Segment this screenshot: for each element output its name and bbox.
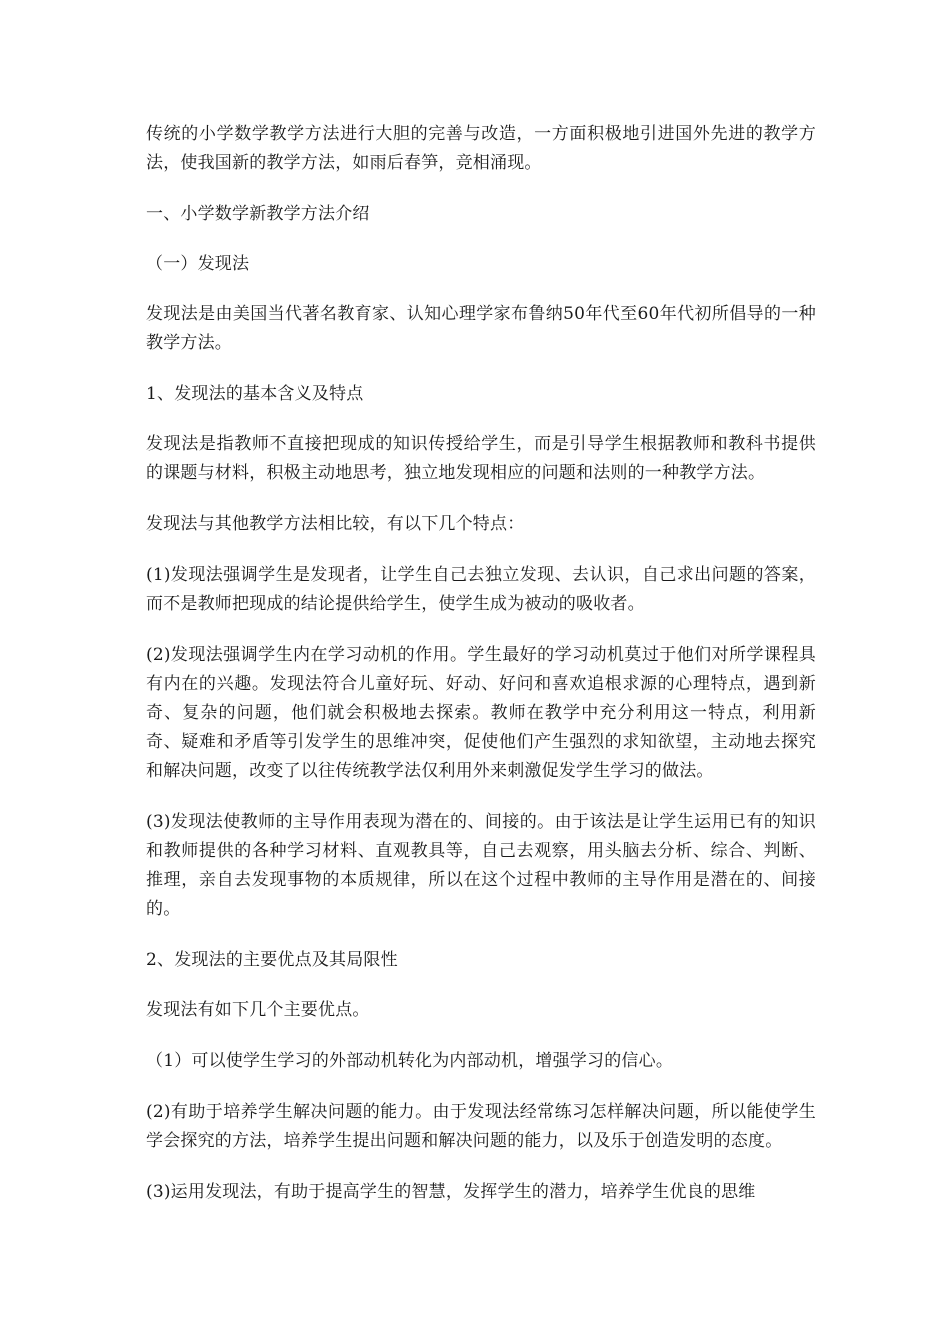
paragraph: 发现法是指教师不直接把现成的知识传授给学生，而是引导学生根据教师和教科书提供的课题与材料，积极主动地思考，独立地发现相应的问题和法则的一种教学方法。 — [146, 434, 816, 483]
point-heading: 2、发现法的主要优点及其局限性 — [146, 950, 398, 970]
paragraph: 发现法与其他教学方法相比较，有以下几个特点： — [146, 514, 525, 534]
paragraph: 发现法是由美国当代著名教育家、认知心理学家布鲁纳50年代至60年代初所倡导的一种教学方法。 — [146, 304, 816, 353]
list-item: (1)发现法强调学生是发现者，让学生自己去独立发现、去认识，自己求出问题的答案，而不是教师把现成的结论提供给学生，使学生成为被动的吸收者。 — [146, 565, 816, 614]
paragraph-intro: 传统的小学数学教学方法进行大胆的完善与改造，一方面积极地引进国外先进的教学方法，使我国新的教学方法，如雨后春笋，竞相涌现。 — [146, 124, 816, 173]
list-item: （1）可以使学生学习的外部动机转化为内部动机，增强学习的信心。 — [146, 1051, 674, 1071]
list-item: (2)发现法强调学生内在学习动机的作用。学生最好的学习动机莫过于他们对所学课程具有内在的兴趣。发现法符合儿童好玩、好动、好问和喜欢追根求源的心理特点，遇到新奇、复杂的问题，他们就会积极地去探索。教师在教学中充分利用这一特点，利用新奇、疑难和矛盾等引发学生的思维冲突，促使他们产生强烈的求知欲望，主动地去探究和解决问题，改变了以往传统教学法仅利用外来刺激促发学生学习的做法。 — [146, 645, 816, 781]
point-heading: 1、发现法的基本含义及特点 — [146, 384, 364, 404]
document-body — [146, 120, 816, 1229]
list-item: (2)有助于培养学生解决问题的能力。由于发现法经常练习怎样解决问题，所以能使学生学会探究的方法，培养学生提出问题和解决问题的能力，以及乐于创造发明的态度。 — [146, 1102, 816, 1151]
list-item: (3)运用发现法，有助于提高学生的智慧，发挥学生的潜力，培养学生优良的思维 — [146, 1182, 756, 1202]
paragraph: 发现法有如下几个主要优点。 — [146, 1000, 370, 1020]
subsection-heading: （一）发现法 — [146, 254, 250, 274]
list-item: (3)发现法使教师的主导作用表现为潜在的、间接的。由于该法是让学生运用已有的知识和教师提供的各种学习材料、直观教具等，自己去观察，用头脑去分析、综合、判断、推理，亲自去发现事物的本质规律，所以在这个过程中教师的主导作用是潜在的、间接的。 — [146, 812, 816, 919]
section-heading: 一、小学数学新教学方法介绍 — [146, 204, 370, 224]
